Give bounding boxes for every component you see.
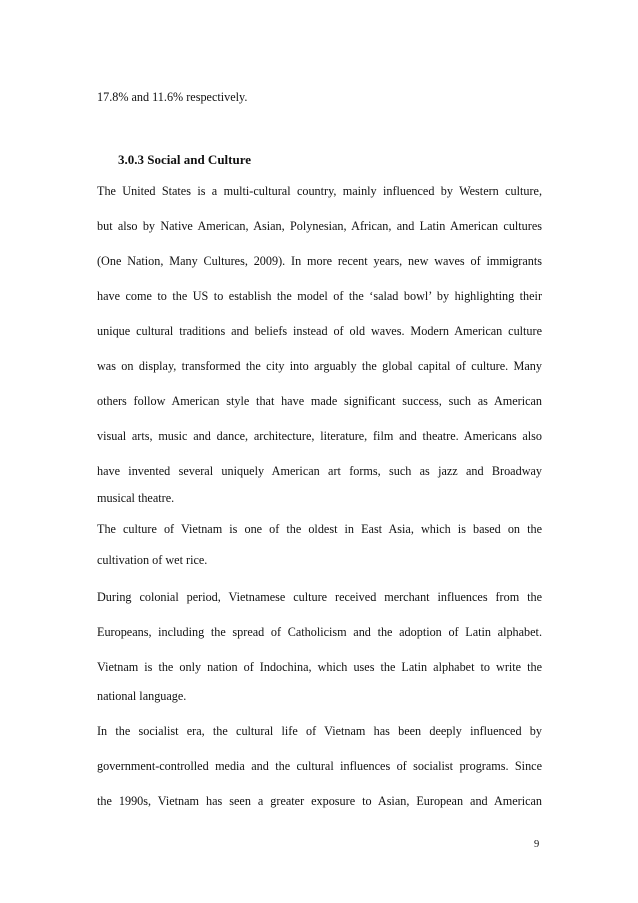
body-line: During colonial period, Vietnamese culture received merchant influences from the — [97, 590, 542, 604]
body-line: national language. — [97, 689, 187, 703]
body-line: others follow American style that have made significant success, such as American — [97, 394, 542, 408]
body-line: In the socialist era, the cultural life of Vietnam has been deeply influenced by — [97, 724, 542, 738]
body-line: the 1990s, Vietnam has seen a greater exposure to Asian, European and American — [97, 794, 542, 808]
body-line: Europeans, including the spread of Catholicism and the adoption of Latin alphabet. — [97, 625, 542, 639]
section-heading: 3.0.3 Social and Culture — [118, 152, 252, 167]
body-line: (One Nation, Many Cultures, 2009). In more recent years, new waves of immigrants — [97, 254, 542, 268]
body-line: visual arts, music and dance, architecture, literature, film and theatre. Americans also — [97, 429, 542, 443]
body-line: The culture of Vietnam is one of the oldest in East Asia, which is based on the — [97, 522, 542, 536]
body-line: have invented several uniquely American art forms, such as jazz and Broadway — [97, 464, 542, 478]
body-line: but also by Native American, Asian, Polynesian, African, and Latin American cultures — [97, 219, 542, 233]
body-line: government-controlled media and the cultural influences of socialist programs. Since — [97, 759, 542, 773]
body-line: have come to the US to establish the model of the ‘salad bowl’ by highlighting their — [97, 289, 542, 303]
body-line: was on display, transformed the city into arguably the global capital of culture. Many — [97, 359, 542, 373]
body-line: cultivation of wet rice. — [97, 553, 208, 567]
body-line: musical theatre. — [97, 491, 175, 505]
body-line: The United States is a multi-cultural country, mainly influenced by Western culture, — [97, 184, 542, 198]
page-number: 9 — [534, 839, 540, 850]
body-line: Vietnam is the only nation of Indochina, which uses the Latin alphabet to write the — [97, 660, 542, 674]
intro-line: 17.8% and 11.6% respectively. — [97, 90, 248, 104]
body-line: unique cultural traditions and beliefs instead of old waves. Modern American culture — [97, 324, 542, 338]
